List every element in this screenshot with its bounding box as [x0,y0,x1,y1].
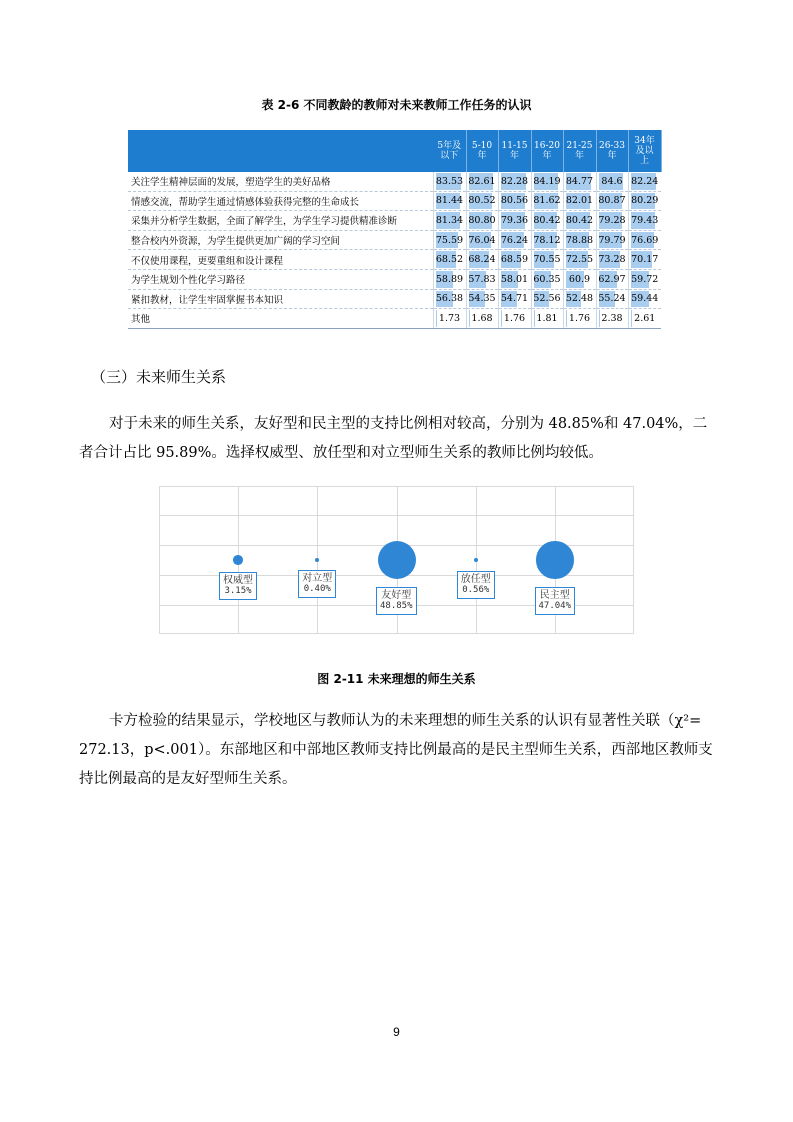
table-cell [498,230,531,250]
bubble-5 [536,541,573,578]
table-row [128,309,661,329]
paragraph-2-text: 卡方检验的结果显示，学校地区与教师认为的未来理想的师生关系的认识有显著性关联（χ²= 272.13，p<.001）。东部地区和中部地区教师支持比例最高的是民主型师生关系，西部地区教师支持比例最高的是友好型师生关系。 [79,713,713,787]
cell-value: 79.36 [500,214,529,226]
bubble-label-value: 0.40% [303,584,331,594]
cell-value: 68.59 [500,254,529,266]
bubble-label-name: 放任型 [460,574,491,585]
cell-value: 81.44 [435,195,464,207]
table-cell [433,289,466,309]
table-cell [498,172,531,191]
table-cell [466,250,498,270]
section-heading: （三）未来师生关系 [91,368,227,386]
table-caption: 表 2-6 不同教龄的教师对未来教师工作任务的认识 [261,98,532,112]
column-header: 11-15 年 [498,130,531,172]
table-cell [498,191,531,211]
table-cell [466,211,498,231]
table-cell [596,250,628,270]
column-header: 16-20 年 [531,130,563,172]
table-row [128,269,661,289]
cell-value: 80.80 [468,214,496,226]
table-cell [498,289,531,309]
cell-value: 70.17 [631,254,659,266]
cell-value: 82.28 [500,175,529,187]
table-cell [596,191,628,211]
bubble-label-name: 民主型 [539,590,570,601]
row-label: 采集并分析学生数据，全面了解学生，为学生学习提供精准诊断 [128,211,433,231]
cell-value: 52.48 [565,293,594,305]
cell-value: 54.71 [500,293,529,305]
table-cell [563,309,596,329]
cell-value: 55.24 [598,293,626,305]
cell-value: 56.38 [435,293,464,305]
table-cell [596,309,628,329]
bubble-2 [315,558,319,562]
table-cell [628,309,661,329]
table-row [128,230,661,250]
bubble-label-name: 友好型 [381,590,412,601]
cell-value: 1.68 [471,312,493,324]
table-cell [596,269,628,289]
header-blank [128,130,433,172]
row-label: 关注学生精神层面的发展，塑造学生的美好品格 [128,172,433,191]
bubble-4 [474,558,478,562]
bubble-label [376,587,417,615]
cell-value: 73.28 [598,254,626,266]
row-label: 不仅使用课程，更要重组和设计课程 [128,250,433,270]
table-cell [628,269,661,289]
table-header-row [128,130,661,172]
bubble-label [219,572,257,600]
table-cell [498,309,531,329]
table-cell [563,211,596,231]
column-header: 5-10 年 [466,130,498,172]
cell-value: 82.01 [565,195,594,207]
bubble-label [298,570,336,598]
table-cell [433,250,466,270]
table-cell [531,211,563,231]
row-label: 为学生规划个性化学习路径 [128,269,433,289]
cell-value: 1.76 [503,312,526,324]
column-header: 21-25 年 [563,130,596,172]
cell-value: 80.56 [500,195,529,207]
page-number: 9 [393,1025,400,1039]
table-cell [466,172,498,191]
table-cell [498,250,531,270]
cell-value: 2.38 [601,312,623,324]
cell-value: 75.59 [435,234,464,246]
table-cell [628,250,661,270]
table-cell [596,211,628,231]
table-cell [563,269,596,289]
table-cell [596,230,628,250]
table-row [128,289,661,309]
cell-value: 58.89 [435,273,464,285]
table-cell [531,309,563,329]
table-cell [563,230,596,250]
figure-caption: 图 2-11 未来理想的师生关系 [317,672,476,686]
cell-value: 79.43 [631,214,659,226]
row-label: 其他 [128,309,433,329]
bubble-label-value: 47.04% [538,601,572,611]
table-cell [596,172,628,191]
table-row [128,172,661,191]
cell-value: 82.61 [468,175,496,187]
table-cell [531,250,563,270]
row-label: 情感交流，帮助学生通过情感体验获得完整的生命成长 [128,191,433,211]
cell-value: 80.42 [533,214,561,226]
table-cell [531,191,563,211]
row-label: 整合校内外资源，为学生提供更加广阔的学习空间 [128,230,433,250]
table-cell [466,230,498,250]
cell-value: 80.42 [565,214,594,226]
cell-value: 81.34 [435,214,464,226]
cell-value: 60.9 [568,273,591,285]
data-bar [566,310,567,327]
paragraph-2 [79,707,719,794]
cell-value: 76.24 [500,234,529,246]
table-cell [466,269,498,289]
cell-value: 52.56 [533,293,561,305]
table-cell [596,289,628,309]
cell-value: 57.83 [468,273,496,285]
data-bar [599,310,600,327]
data-bar [501,310,502,327]
paragraph-1-text: 对于未来的师生关系，友好型和民主型的支持比例相对较高，分别为 48.85%和 47.04%，二者合计占比 95.89%。选择权威型、放任型和对立型师生关系的教师比例均较低。 [79,416,708,461]
bubble-label-value: 0.56% [462,585,490,595]
table-cell [563,250,596,270]
cell-value: 68.24 [468,254,496,266]
table-cell [498,269,531,289]
table-row [128,250,661,270]
cell-value: 78.12 [533,234,561,246]
cell-value: 80.29 [631,195,659,207]
bubble-1 [233,555,243,565]
cell-value: 1.81 [536,312,558,324]
paragraph-1 [79,410,719,468]
row-label: 紧扣教材，让学生牢固掌握书本知识 [128,289,433,309]
cell-value: 79.28 [598,214,626,226]
table-cell [466,309,498,329]
cell-value: 1.73 [438,312,461,324]
table-cell [433,172,466,191]
cell-value: 59.72 [631,273,659,285]
table-cell [563,172,596,191]
cell-value: 59.44 [631,293,659,305]
table-cell [466,191,498,211]
table-cell [628,211,661,231]
table-cell [531,269,563,289]
data-bar [436,310,437,327]
table-cell [531,230,563,250]
bubble-label-name: 对立型 [302,573,333,584]
table-row [128,191,661,211]
cell-value: 83.53 [435,175,464,187]
data-bar [631,310,632,327]
teacher-tasks-table [128,130,662,329]
table-cell [531,289,563,309]
table-cell [563,191,596,211]
bubble-label [535,587,576,615]
data-bar [534,310,535,327]
column-header: 34年 及以 上 [628,130,661,172]
cell-value: 76.04 [468,234,496,246]
cell-value: 2.61 [634,312,656,324]
cell-value: 54.35 [468,293,496,305]
table-row [128,211,661,231]
table-cell [433,230,466,250]
bubble-label [457,571,495,599]
cell-value: 72.55 [565,254,594,266]
cell-value: 70.55 [533,254,561,266]
table-cell [628,230,661,250]
bubble-3 [378,541,416,579]
cell-value: 68.52 [435,254,464,266]
table-cell [628,191,661,211]
table-cell [531,172,563,191]
bubble-chart [159,486,634,634]
cell-value: 62.97 [598,273,626,285]
column-header: 5年及 以下 [433,130,466,172]
cell-value: 78.88 [565,234,594,246]
cell-value: 81.62 [533,195,561,207]
table-cell [628,289,661,309]
table-cell [628,172,661,191]
cell-value: 84.6 [601,175,623,187]
table-cell [466,289,498,309]
cell-value: 84.19 [533,175,561,187]
bubble-label-value: 3.15% [224,586,252,596]
cell-value: 79.79 [598,234,626,246]
column-header: 26-33 年 [596,130,628,172]
cell-value: 60.35 [533,273,561,285]
bubble-label-value: 48.85% [380,601,413,611]
table-body [128,172,661,328]
cell-value: 80.52 [468,195,496,207]
table-cell [433,191,466,211]
cell-value: 84.77 [565,175,594,187]
table-cell [563,289,596,309]
table-cell [433,211,466,231]
cell-value: 82.24 [631,175,659,187]
table-cell [498,211,531,231]
cell-value: 1.76 [568,312,591,324]
cell-value: 80.87 [598,195,626,207]
bubble-label-name: 权威型 [223,575,253,586]
table-cell [433,269,466,289]
cell-value: 58.01 [500,273,529,285]
cell-value: 76.69 [631,234,659,246]
table-cell [433,309,466,329]
